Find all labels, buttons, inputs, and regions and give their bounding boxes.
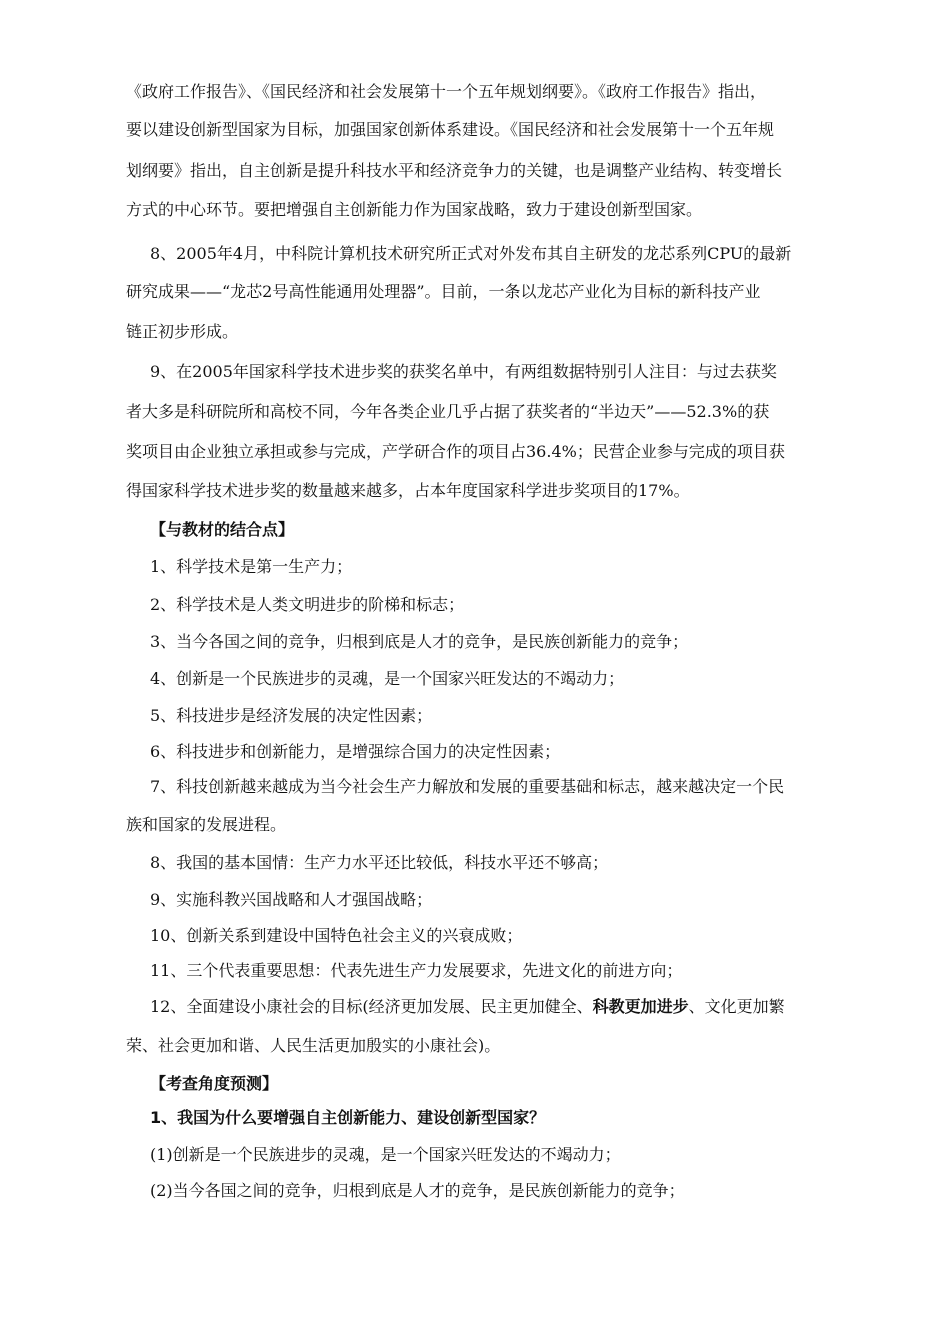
textbook-point: 7、科技创新越来越成为当今社会生产力解放和发展的重要基础和标志，越来越决定一个民 [150,777,785,796]
textbook-point: 4、创新是一个民族进步的灵魂，是一个国家兴旺发达的不竭动力； [150,669,625,688]
item-9-line: 奖项目由企业独立承担或参与完成，产学研合作的项目占36.4%；民营企业参与完成的项目获 [126,442,785,461]
item-8-line: 研究成果——“龙芯2号高性能通用处理器”。目前，一条以龙芯产业化为目标的新科技产业 [126,282,761,301]
textbook-point: 11、三个代表重要思想：代表先进生产力发展要求，先进文化的前进方向； [150,961,683,980]
answer-line: (2)当今各国之间的竞争，归根到底是人才的竞争，是民族创新能力的竞争； [150,1181,685,1200]
paragraph-line: 方式的中心环节。要把增强自主创新能力作为国家战略，致力于建设创新型国家。 [126,200,703,219]
point-12-bold-text: 科教更加进步 [592,997,689,1016]
textbook-point: 3、当今各国之间的竞争，归根到底是人才的竞争，是民族创新能力的竞争； [150,632,689,651]
section-heading-forecast: 【考查角度预测】 [150,1074,279,1093]
point-12-text: 、文化更加繁 [688,997,785,1016]
section-heading-textbook: 【与教材的结合点】 [150,520,295,539]
textbook-point-12 [150,997,785,1017]
textbook-point: 族和国家的发展进程。 [126,815,287,834]
paragraph-line: 要以建设创新型国家为目标，加强国家创新体系建设。《国民经济和社会发展第十一个五年规 [126,120,775,139]
textbook-point: 10、创新关系到建设中国特色社会主义的兴衰成败； [150,926,523,945]
point-12-text: 12、全面建设小康社会的目标(经济更加发展、民主更加健全、 [150,997,593,1016]
answer-line: (1)创新是一个民族进步的灵魂，是一个国家兴旺发达的不竭动力； [150,1145,621,1164]
paragraph-line: 划纲要》指出，自主创新是提升科技水平和经济竞争力的关键，也是调整产业结构、转变增长 [126,161,783,180]
textbook-point: 5、科技进步是经济发展的决定性因素； [150,706,433,725]
paragraph-line: 《政府工作报告》、《国民经济和社会发展第十一个五年规划纲要》。《政府工作报告》指出， [126,82,767,101]
textbook-point: 9、实施科教兴国战略和人才强国战略； [150,890,433,909]
textbook-point-12-line2: 荣、社会更加和谐、人民生活更加殷实的小康社会)。 [126,1036,501,1055]
item-9-line: 得国家科学技术进步奖的数量越来越多，占本年度国家科学进步奖项目的17%。 [126,481,690,500]
item-9-line: 9、在2005年国家科学技术进步奖的获奖名单中，有两组数据特别引人注目：与过去获奖 [150,362,777,381]
item-9-line: 者大多是科研院所和高校不同，今年各类企业几乎占据了获奖者的“半边天”——52.3%的获 [126,402,770,421]
textbook-point: 8、我国的基本国情：生产力水平还比较低，科技水平还不够高； [150,853,609,872]
textbook-point: 2、科学技术是人类文明进步的阶梯和标志； [150,595,465,614]
item-8-line: 8、2005年4月，中科院计算机技术研究所正式对外发布其自主研发的龙芯系列CPU的最新 [150,244,792,263]
textbook-point: 1、科学技术是第一生产力； [150,557,353,576]
item-8-line: 链正初步形成。 [126,322,239,341]
textbook-point: 6、科技进步和创新能力，是增强综合国力的决定性因素； [150,742,561,761]
question-1: 1、我国为什么要增强自主创新能力、建设创新型国家？ [150,1108,546,1127]
